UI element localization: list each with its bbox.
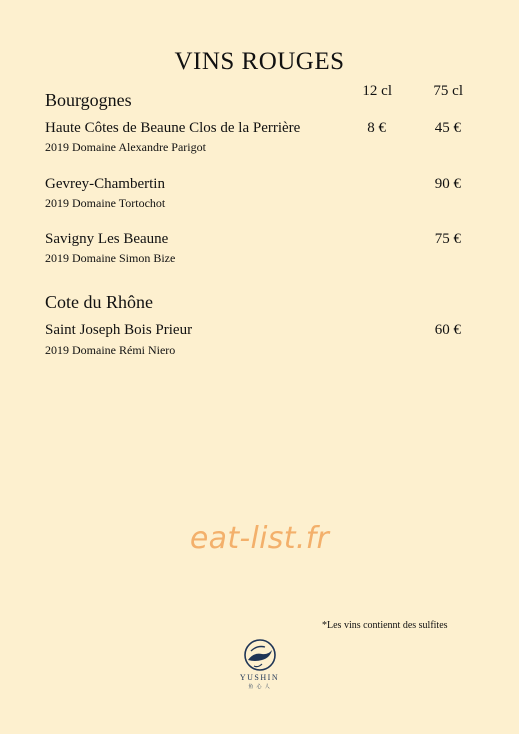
page-title: VINS ROUGES bbox=[174, 48, 345, 75]
wine-price-12cl: 8 € bbox=[367, 120, 386, 136]
wine-producer: 2019 Domaine Tortochot bbox=[45, 196, 166, 210]
section-heading-cote-du-rhone: Cote du Rhône bbox=[45, 292, 153, 312]
watermark: eat-list.fr bbox=[189, 521, 330, 556]
wine-producer: 2019 Domaine Alexandre Parigot bbox=[45, 140, 206, 154]
logo-name: YUSHIN bbox=[239, 673, 280, 682]
wine-name: Savigny Les Beaune bbox=[45, 231, 169, 247]
logo-subtitle: 鱼 心 人 bbox=[248, 685, 271, 690]
wine-name: Haute Côtes de Beaune Clos de la Perrière bbox=[45, 120, 301, 136]
wine-price-75cl: 75 € bbox=[434, 231, 461, 247]
wine-price-75cl: 60 € bbox=[434, 322, 461, 338]
wine-producer: 2019 Domaine Rémi Niero bbox=[45, 343, 176, 357]
wine-price-75cl: 45 € bbox=[434, 120, 461, 136]
wine-name: Gevrey-Chambertin bbox=[45, 176, 165, 192]
wine-name: Saint Joseph Bois Prieur bbox=[45, 322, 193, 338]
column-header-75cl: 75 cl bbox=[433, 83, 463, 99]
section-heading-bourgognes: Bourgognes bbox=[45, 90, 132, 110]
column-header-12cl: 12 cl bbox=[362, 83, 392, 99]
wine-producer: 2019 Domaine Simon Bize bbox=[45, 251, 176, 265]
fish-logo-icon bbox=[242, 638, 278, 672]
sulfites-footnote: *Les vins contiennt des sulfites bbox=[322, 620, 448, 631]
wine-price-75cl: 90 € bbox=[434, 176, 461, 192]
